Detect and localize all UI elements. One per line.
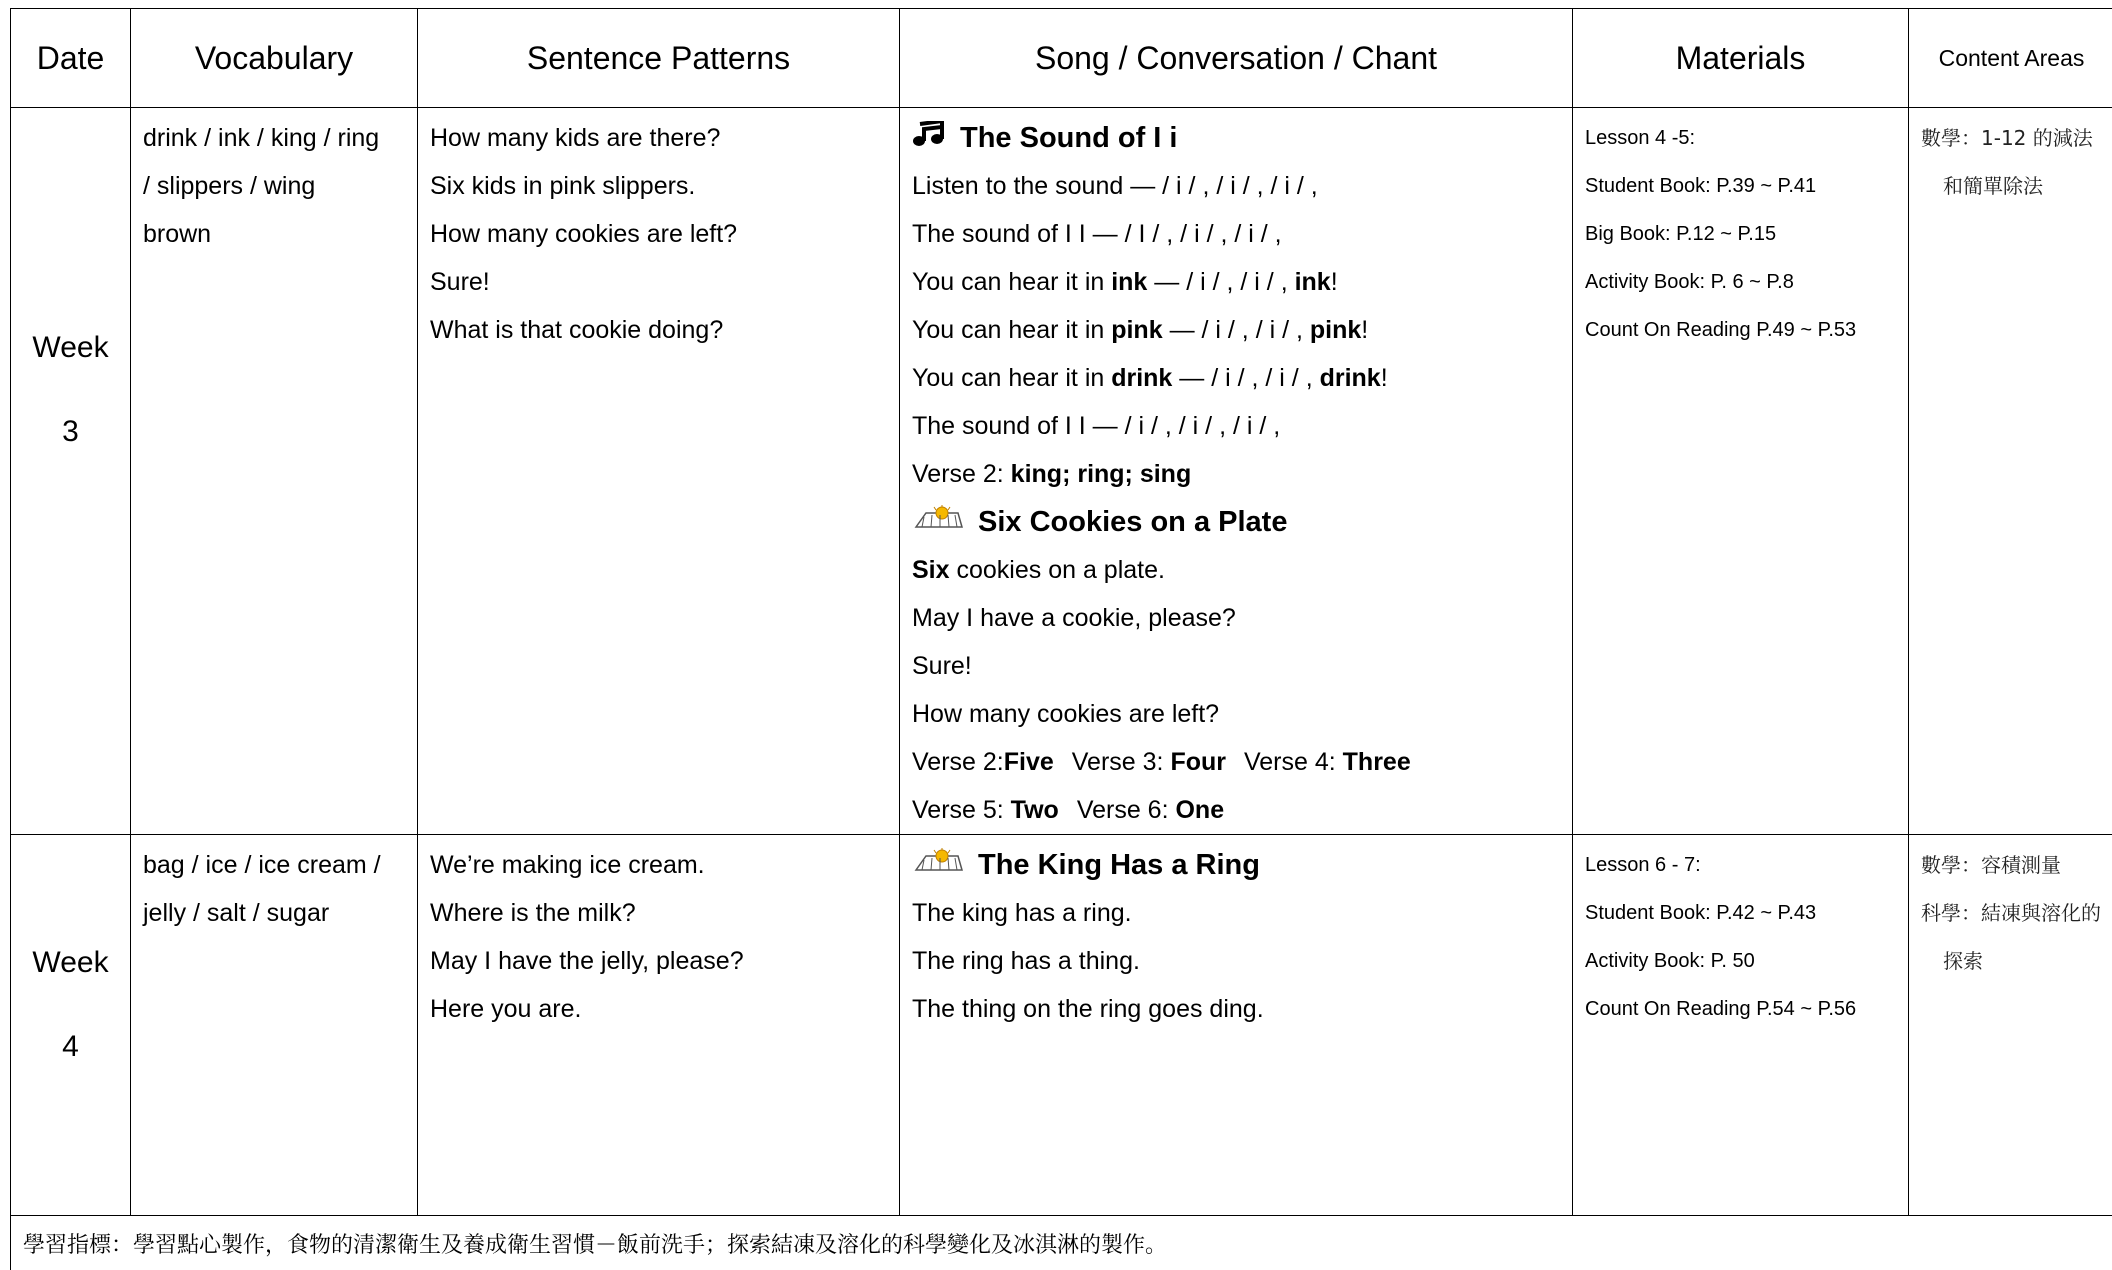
- piano-keyboard-icon: [912, 841, 964, 889]
- song-text: !: [1331, 268, 1338, 296]
- week-4-vocabulary-cell: [131, 835, 418, 1216]
- header-content-areas: Content Areas: [1909, 9, 2112, 108]
- song-title: [912, 498, 1560, 546]
- week-3-content-areas-cell: [1909, 108, 2112, 835]
- week-number: 3: [62, 415, 79, 449]
- song-line: [912, 450, 1560, 498]
- song-text: — / i / , / i / ,: [1147, 268, 1294, 296]
- content-area-line: 和簡單除法: [1921, 162, 2102, 210]
- song-bold-word: king; ring; sing: [1011, 460, 1192, 488]
- song-bold-word: ink: [1295, 268, 1331, 296]
- song-text: Verse 3:: [1072, 748, 1171, 776]
- content-area-line: 數學：1-12 的減法: [1921, 114, 2102, 162]
- lesson-schedule-table: [10, 8, 2112, 1270]
- week-3-sentences-cell: [418, 108, 900, 835]
- header-vocabulary: Vocabulary: [131, 9, 418, 108]
- vocab-line: / slippers / wing: [143, 162, 405, 210]
- song-line: How many cookies are left?: [912, 690, 1560, 738]
- material-line: Activity Book: P. 6 ~ P.8: [1585, 258, 1896, 306]
- sentence-line: May I have the jelly, please?: [430, 937, 887, 985]
- song-title-text: The King Has a Ring: [978, 841, 1260, 889]
- song-text: You can hear it in: [912, 268, 1111, 296]
- song-line: The sound of I I — / i / , / i / , / i / ,: [912, 402, 1560, 450]
- learning-goal-row: [11, 1216, 2112, 1270]
- week-3-row: [11, 108, 2112, 835]
- song-title-text: The Sound of I i: [960, 114, 1177, 162]
- sentence-line: Here you are.: [430, 985, 887, 1033]
- sentence-line: We’re making ice cream.: [430, 841, 887, 889]
- header-sentence-patterns: Sentence Patterns: [418, 9, 900, 108]
- content-area-line: 數學：容積測量: [1921, 841, 2102, 889]
- sentence-line: Where is the milk?: [430, 889, 887, 937]
- week-number: 4: [62, 1030, 79, 1064]
- material-line: Count On Reading P.49 ~ P.53: [1585, 306, 1896, 354]
- song-bold-word: One: [1175, 796, 1224, 824]
- song-bold-word: Two: [1011, 796, 1059, 824]
- week-4-date-cell: [11, 835, 131, 1216]
- song-title: [912, 841, 1560, 889]
- material-line: Big Book: P.12 ~ P.15: [1585, 210, 1896, 258]
- material-line: Count On Reading P.54 ~ P.56: [1585, 985, 1896, 1033]
- sentence-line: How many cookies are left?: [430, 210, 887, 258]
- song-text: You can hear it in: [912, 316, 1111, 344]
- sentence-line: What is that cookie doing?: [430, 306, 887, 354]
- week-3-materials-cell: [1573, 108, 1909, 835]
- song-text: — / i / , / i / ,: [1172, 364, 1319, 392]
- song-text: Verse 2:: [912, 748, 1004, 776]
- material-line: Student Book: P.39 ~ P.41: [1585, 162, 1896, 210]
- week-label: Week: [32, 946, 108, 980]
- song-text: You can hear it in: [912, 364, 1111, 392]
- vocab-line: jelly / salt / sugar: [143, 889, 405, 937]
- content-area-line: 科學：結凍與溶化的: [1921, 889, 2102, 937]
- header-song: Song / Conversation / Chant: [900, 9, 1573, 108]
- week-3-song-cell: [900, 108, 1573, 835]
- week-4-content-areas-cell: [1909, 835, 2112, 1216]
- song-text: Verse 2:: [912, 460, 1011, 488]
- song-title: [912, 114, 1560, 162]
- song-line: Listen to the sound — / i / , / i / , / i / ,: [912, 162, 1560, 210]
- song-text: cookies on a plate.: [950, 556, 1165, 584]
- sentence-line: Six kids in pink slippers.: [430, 162, 887, 210]
- song-line: [912, 786, 1560, 834]
- song-text: !: [1381, 364, 1388, 392]
- song-text: Verse 6:: [1077, 796, 1176, 824]
- song-line: [912, 354, 1560, 402]
- song-bold-word: drink: [1111, 364, 1172, 392]
- song-line: The ring has a thing.: [912, 937, 1560, 985]
- song-text: Verse 5:: [912, 796, 1011, 824]
- song-text: Verse 4:: [1244, 748, 1343, 776]
- week-3-vocabulary-cell: [131, 108, 418, 835]
- week-label: Week: [32, 331, 108, 365]
- sentence-line: How many kids are there?: [430, 114, 887, 162]
- header-row: [11, 9, 2112, 108]
- song-bold-word: pink: [1111, 316, 1162, 344]
- material-line: Student Book: P.42 ~ P.43: [1585, 889, 1896, 937]
- header-materials: Materials: [1573, 9, 1909, 108]
- music-note-icon: [912, 114, 946, 162]
- week-4-sentences-cell: [418, 835, 900, 1216]
- material-line: Lesson 6 - 7:: [1585, 841, 1896, 889]
- week-4-row: [11, 835, 2112, 1216]
- song-line: [912, 738, 1560, 786]
- song-line: May I have a cookie, please?: [912, 594, 1560, 642]
- material-line: Activity Book: P. 50: [1585, 937, 1896, 985]
- week-4-song-cell: [900, 835, 1573, 1216]
- song-line: [912, 546, 1560, 594]
- song-bold-word: pink: [1310, 316, 1361, 344]
- learning-goal: 學習指標：學習點心製作，食物的清潔衛生及養成衛生習慣－飯前洗手；探索結凍及溶化的科學變化及冰淇淋的製作。: [11, 1216, 2112, 1270]
- song-title-text: Six Cookies on a Plate: [978, 498, 1287, 546]
- song-line: The thing on the ring goes ding.: [912, 985, 1560, 1033]
- song-line: [912, 258, 1560, 306]
- week-4-materials-cell: [1573, 835, 1909, 1216]
- vocab-line: drink / ink / king / ring: [143, 114, 405, 162]
- material-line: Lesson 4 -5:: [1585, 114, 1896, 162]
- song-text: — / i / , / i / ,: [1163, 316, 1310, 344]
- song-bold-word: Three: [1343, 748, 1411, 776]
- song-line: [912, 306, 1560, 354]
- song-bold-word: drink: [1320, 364, 1381, 392]
- song-bold-word: ink: [1111, 268, 1147, 296]
- piano-keyboard-icon: [912, 498, 964, 546]
- song-bold-word: Five: [1004, 748, 1054, 776]
- song-bold-word: Four: [1170, 748, 1226, 776]
- song-line: The sound of I I — / I / , / i / , / i / ,: [912, 210, 1560, 258]
- song-text: !: [1361, 316, 1368, 344]
- sentence-line: Sure!: [430, 258, 887, 306]
- content-area-line: 探索: [1921, 937, 2102, 985]
- vocab-line: bag / ice / ice cream /: [143, 841, 405, 889]
- song-line: The king has a ring.: [912, 889, 1560, 937]
- header-date: Date: [11, 9, 131, 108]
- week-3-date-cell: [11, 108, 131, 835]
- vocab-line: brown: [143, 210, 405, 258]
- song-line: Sure!: [912, 642, 1560, 690]
- song-bold-word: Six: [912, 556, 950, 584]
